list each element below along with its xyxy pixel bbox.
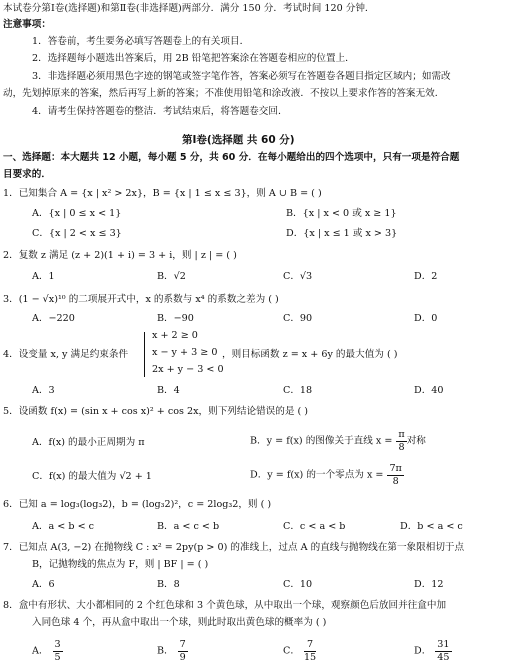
q5-option-b-denominator: 8: [398, 441, 405, 453]
q3-option-c: C．90: [283, 313, 313, 324]
q1-option-b: B．{x | x < 0 或 x ≥ 1}: [286, 208, 397, 219]
q1-stem: 1．已知集合 A = {x | x² > 2x}，B = {x | 1 ≤ x ≤ 3}，则 A ∪ B = ( ): [3, 188, 322, 199]
note-2: 2．选择题每小题选出答案后，用 2B 铅笔把答案涂在答题卷相应的位置上．: [32, 53, 355, 64]
q5-option-b-numerator: π: [398, 429, 405, 440]
q3-option-d: D．0: [414, 313, 438, 324]
q6-option-d: D．b < a < c: [400, 521, 463, 532]
q3-stem: 3．(1 − √x)¹⁰ 的二项展开式中，x 的系数与 x⁴ 的系数之差为 ( ): [3, 294, 279, 305]
q2-option-d: D．2: [414, 271, 438, 282]
q7-option-c: C．10: [283, 579, 313, 590]
q4-constraint-1: x + 2 ≥ 0: [152, 330, 198, 341]
q8-option-d-numerator: 31: [437, 639, 450, 650]
q8-option-d-label: D．: [414, 645, 432, 657]
q8-option-c-numerator: 7: [304, 640, 316, 652]
q4-stem-post: ，则目标函数 z = x + 6y 的最大值为 ( ): [222, 349, 398, 360]
note-1: 1．答卷前，考生要务必填写答题卷上的有关项目．: [32, 36, 250, 47]
q3-option-b: B．−90: [157, 313, 194, 324]
q5-option-b-fraction: [396, 430, 406, 452]
q5-option-b-text: B．y = f(x) 的图像关于直线 x =: [250, 435, 393, 447]
intro-text: 本试卷分第Ⅰ卷(选择题)和第Ⅱ卷(非选择题)两部分．满分 150 分．考试时间 120 分钟．: [3, 3, 375, 14]
q5-option-c: C．f(x) 的最大值为 √2 + 1: [32, 471, 152, 482]
note-3-cont: 动，先划掉原来的答案，然后再写上新的答案；不准使用铅笔和涂改液．不按以上要求作答的答案无效．: [3, 88, 445, 99]
section-title: 第Ⅰ卷(选择题 共 60 分): [182, 134, 295, 146]
q2-stem: 2．复数 z 满足 (z + 2)(1 + i) = 3 + i，则 | z | = ( ): [3, 250, 237, 261]
q8-option-b-fraction: [178, 640, 188, 662]
q8-option-c-label: C．: [283, 645, 300, 657]
q4-stem-pre: 4．设变量 x, y 满足约束条件: [3, 349, 129, 360]
q5-option-d-denominator: 8: [392, 475, 399, 487]
q4-option-c: C．18: [283, 385, 313, 396]
q2-option-b: B．√2: [157, 271, 186, 282]
q5-option-d-numerator: 7π: [389, 463, 402, 474]
q4-option-d: D．40: [414, 385, 444, 396]
q4-constraint-3: 2x + y − 3 < 0: [152, 364, 224, 375]
q5-option-d-text: D．y = f(x) 的一个零点为 x =: [250, 469, 384, 481]
q8-option-a-denominator: 5: [54, 651, 61, 663]
q5-option-b-suffix: 对称: [406, 435, 426, 447]
q2-option-c: C．√3: [283, 271, 313, 282]
q5-option-d-fraction: [387, 464, 403, 486]
q4-constraint-2: x − y + 3 ≥ 0: [152, 347, 218, 358]
q7-stem-cont: B，记抛物线的焦点为 F，则 | BF | = ( ): [32, 559, 209, 570]
q4-option-a: A．3: [32, 385, 55, 396]
q1-option-a: A．{x | 0 ≤ x < 1}: [32, 208, 122, 219]
q7-option-d: D．12: [414, 579, 444, 590]
q8-option-d-fraction: [435, 640, 451, 662]
q7-option-a: A．6: [32, 579, 55, 590]
q5-option-a: A．f(x) 的最小正周期为 π: [32, 437, 145, 448]
note-3: 3．非选择题必须用黑色字迹的钢笔或签字笔作答，答案必须写在答题卷各题目指定区域内；如需改: [32, 71, 451, 82]
q1-option-c: C．{x | 2 < x ≤ 3}: [32, 228, 122, 239]
q6-stem: 6．已知 a = log₃(log₃2)，b = (log₃2)²，c = 2log₃2，则 ( ): [3, 499, 272, 510]
q6-option-a: A．a < b < c: [32, 521, 95, 532]
q8-option-c-denominator: 15: [303, 651, 317, 663]
q8-stem: 8．盒中有形状、大小都相同的 2 个红色球和 3 个黄色球，从中取出一个球，观察颜色后放回并往盒中加: [3, 600, 447, 611]
q8-option-b-numerator: 7: [179, 639, 186, 650]
note-4: 4．请考生保持答题卷的整洁．考试结束后，将答题卷交回．: [32, 106, 288, 117]
section-instruction: 一、选择题：本大题共 12 小题，每小题 5 分，共 60 分．在每小题给出的四个选项中，只有一项是符合题: [3, 152, 460, 163]
q5-option-d: [250, 464, 404, 486]
q8-option-b-denominator: 9: [179, 651, 186, 663]
q2-option-a: A．1: [32, 271, 55, 282]
q7-stem: 7．已知点 A(3, −2) 在抛物线 C : x² = 2py(p > 0) 的准线上，过点 A 的直线与抛物线在第一象限相切于点: [3, 542, 465, 553]
q7-option-b: B．8: [157, 579, 180, 590]
q8-option-b: [157, 640, 188, 662]
q8-option-b-label: B．: [157, 645, 174, 657]
notes-title: 注意事项：: [3, 19, 51, 30]
q8-option-a-label: A．: [32, 645, 49, 657]
q5-stem: 5．设函数 f(x) = (sin x + cos x)² + cos 2x，则下列结论错误的是 ( ): [3, 406, 309, 417]
q8-option-d: [414, 640, 452, 662]
q8-option-d-denominator: 45: [437, 651, 450, 663]
q4-system-brace: [144, 332, 150, 377]
q8-option-a: [32, 640, 63, 662]
q1-option-d: D．{x | x ≤ 1 或 x > 3}: [286, 228, 398, 239]
q8-stem-cont: 入同色球 4 个，再从盒中取出一个球，则此时取出黄色球的概率为 ( ): [32, 617, 327, 628]
q8-option-a-numerator: 3: [54, 639, 61, 650]
q3-option-a: A．−220: [32, 313, 75, 324]
q6-option-c: C．c < a < b: [283, 521, 346, 532]
q4-option-b: B．4: [157, 385, 180, 396]
q8-option-c-fraction: [304, 640, 316, 662]
q8-option-a-fraction: [53, 640, 63, 662]
section-instruction-cont: 目要求的．: [3, 169, 51, 180]
q5-option-b: [250, 430, 426, 452]
q6-option-b: B．a < c < b: [157, 521, 220, 532]
q8-option-c: [283, 640, 316, 662]
